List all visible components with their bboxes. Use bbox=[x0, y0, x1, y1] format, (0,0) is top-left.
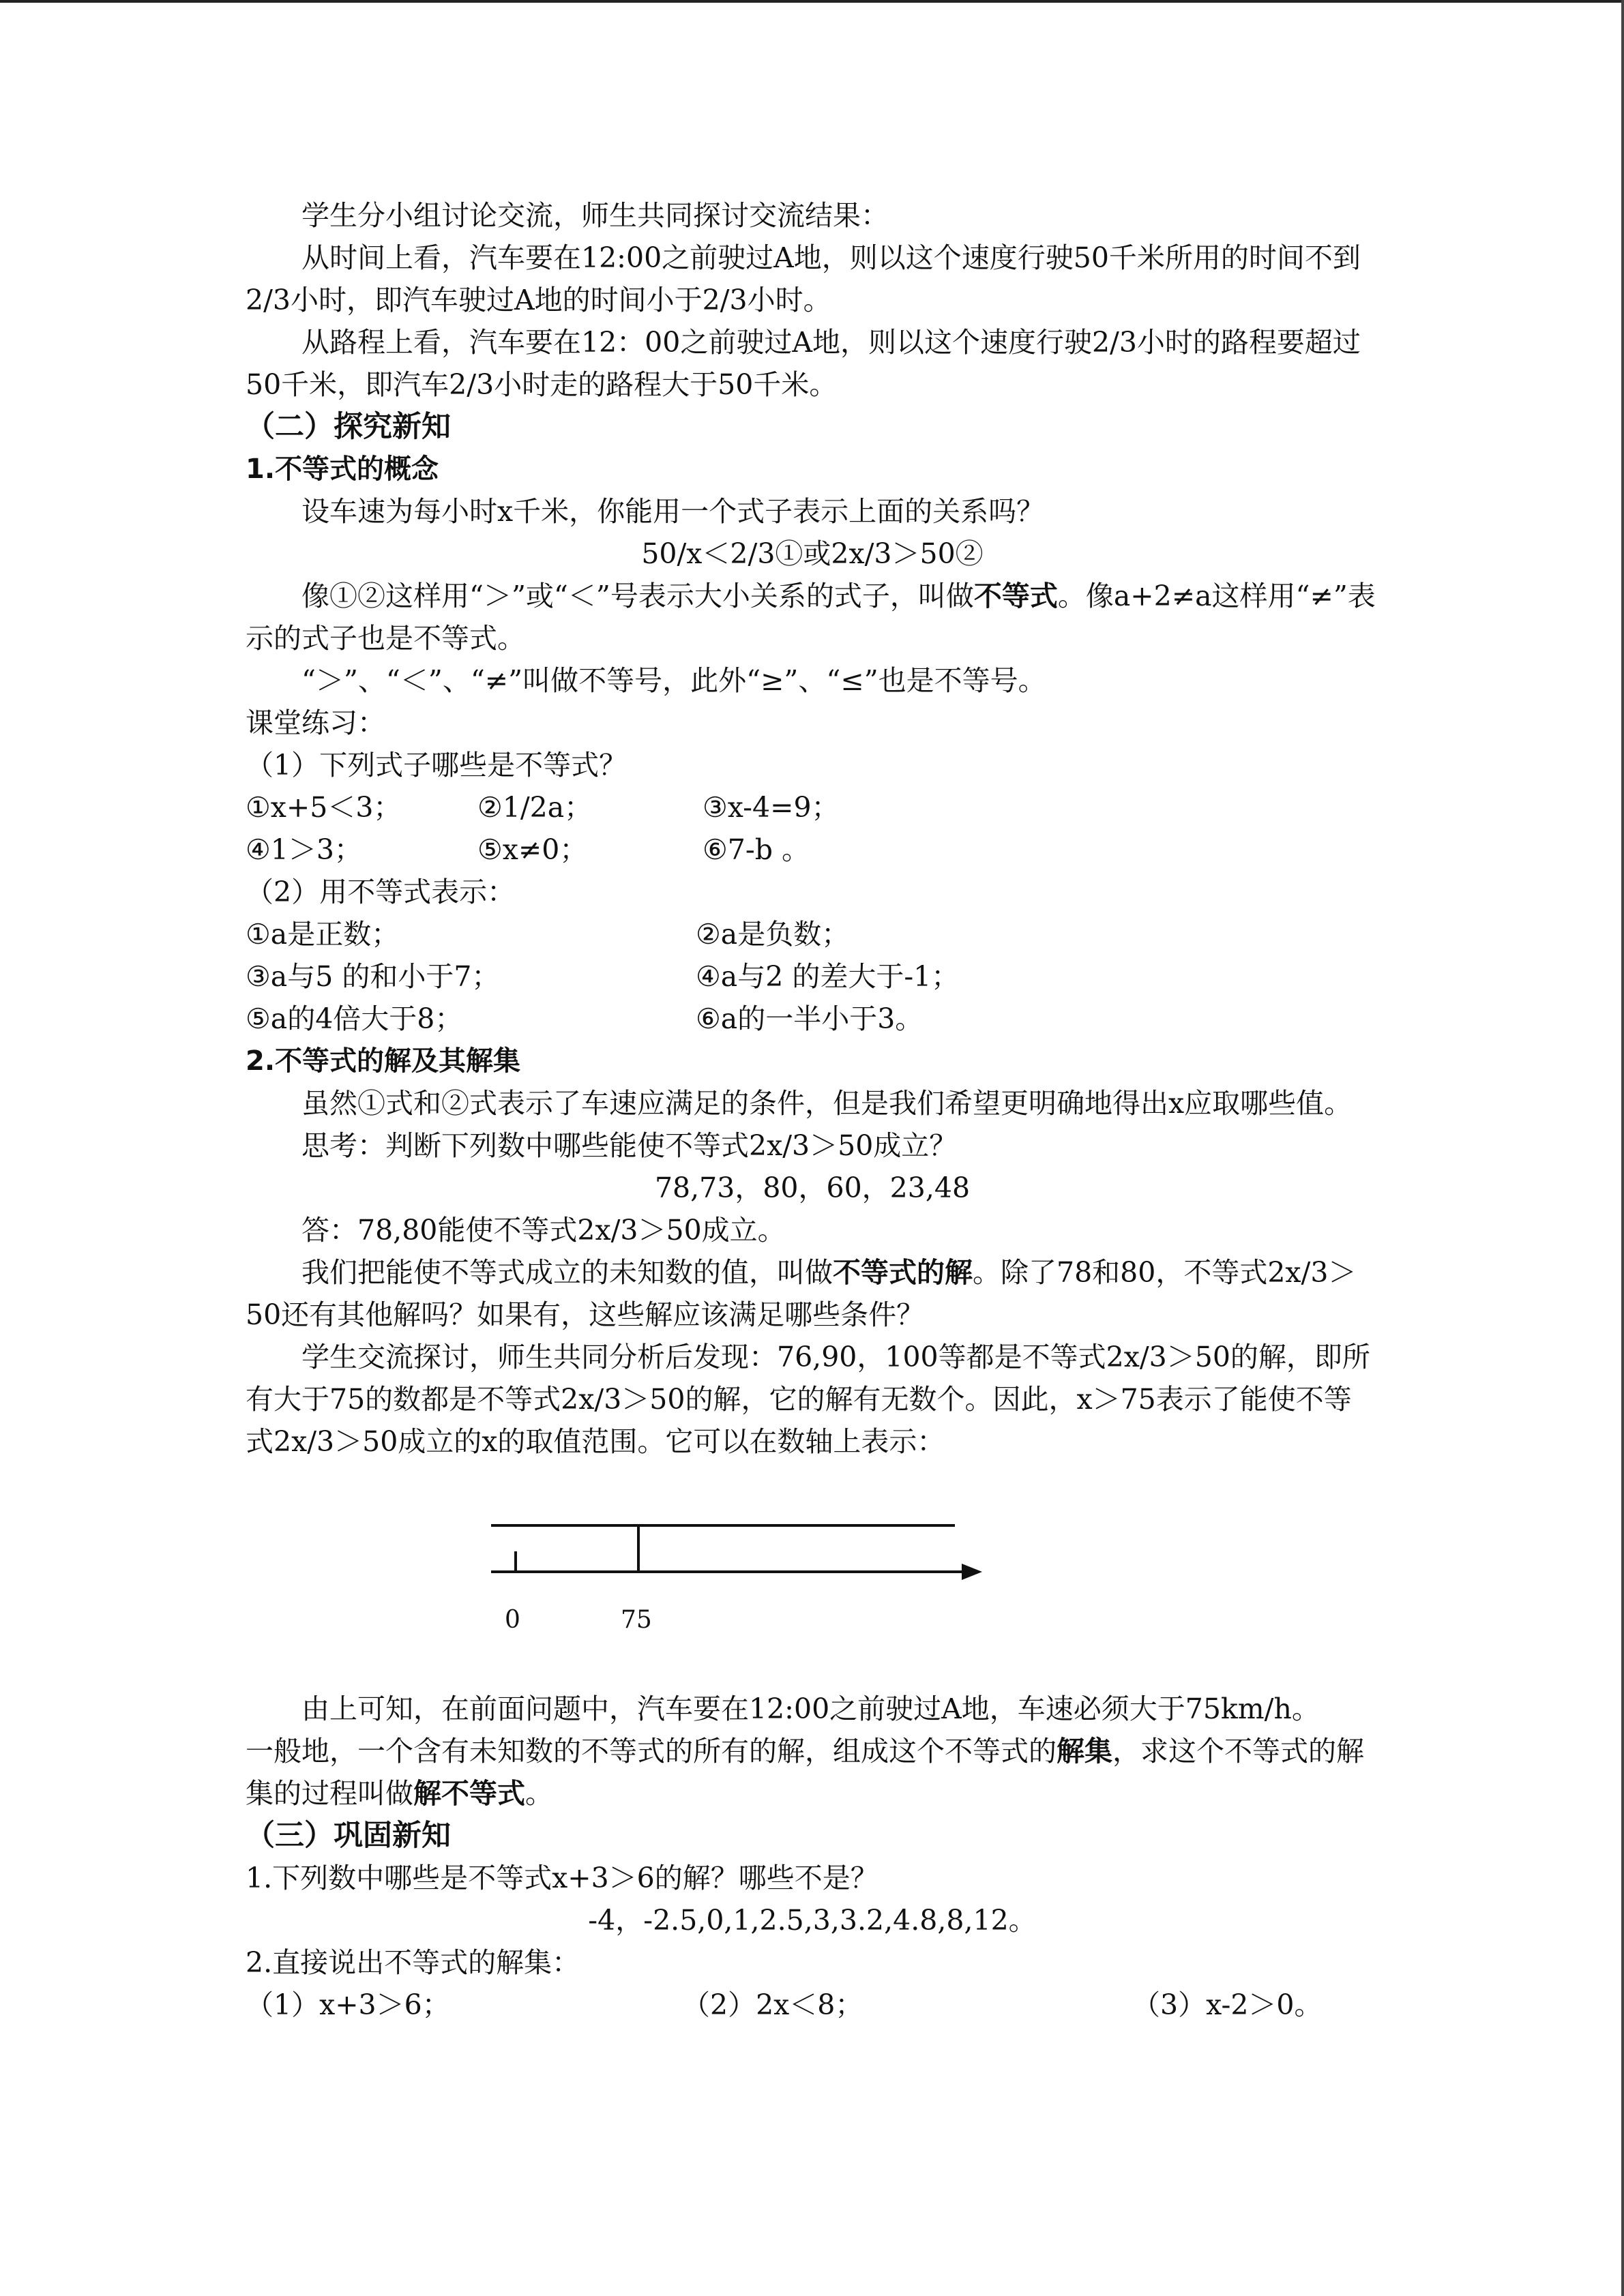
document-body bbox=[246, 194, 1379, 2026]
question-2-row-2 bbox=[246, 955, 1379, 998]
solution-paragraph-2: 思考：判断下列数中哪些能使不等式2x/3＞50成立？ bbox=[301, 1129, 958, 1162]
tick-label-75: 75 bbox=[621, 1606, 652, 1634]
question-1-row-2 bbox=[246, 829, 1379, 871]
q1-item-3: ③x-4=9； bbox=[703, 791, 840, 824]
axis-arrow-icon bbox=[962, 1564, 982, 1580]
q1-item-1: ①x+5＜3； bbox=[246, 791, 402, 824]
solution-paragraph-1: 虽然①式和②式表示了车速应满足的条件，但是我们希望更明确地得出x应取哪些值。 bbox=[301, 1087, 1353, 1120]
question-2-row-3 bbox=[246, 998, 1379, 1040]
candidate-numbers: 78,73，80，60，23,48 bbox=[654, 1172, 971, 1204]
exercise-1: 1.下列数中哪些是不等式x+3＞6的解？哪些不是？ bbox=[246, 1862, 879, 1894]
question-1: （1）下列式子哪些是不等式？ bbox=[246, 749, 628, 781]
solution-text-c: 。除了78和80，不等式2x/3＞50还有其他解吗？如果有，这些解应该满足哪些条件？ bbox=[246, 1256, 1357, 1331]
solution-paragraph-7 bbox=[246, 1730, 1379, 1815]
solution-paragraph-5: 学生交流探讨，师生共同分析后发现：76,90，100等都是不等式2x/3＞50的解，即所有大于75的数都是不等式2x/3＞50的解，它的解有无数个。因此，x＞75表示了能使不等式2x/3＞50成立的x的取值范围。它可以在数轴上表示： bbox=[246, 1341, 1370, 1458]
q1-item-5: ⑤x≠0； bbox=[477, 833, 588, 866]
subsection-2-title: 2.不等式的解及其解集 bbox=[246, 1045, 521, 1077]
e2-item-2: （2）2x＜8； bbox=[682, 1988, 863, 2021]
term-solution-set: 解集 bbox=[1057, 1735, 1112, 1768]
solution-set-text-c: ，求这个不等式的解集的过程叫做 bbox=[246, 1735, 1364, 1810]
exercise-2: 2.直接说出不等式的解集： bbox=[246, 1946, 580, 1979]
solution-set-text-e: 。 bbox=[525, 1777, 553, 1810]
q1-item-2: ②1/2a； bbox=[477, 791, 593, 824]
page-right-border bbox=[1621, 0, 1624, 2296]
q2-item-1: ①a是正数； bbox=[246, 918, 400, 951]
solution-paragraph-6: 由上可知，在前面问题中，汽车要在12:00之前驶过A地，车速必须大于75km/h。 bbox=[301, 1693, 1320, 1725]
question-2: （2）用不等式表示： bbox=[246, 876, 516, 908]
practice-label: 课堂练习： bbox=[246, 706, 385, 739]
q1-item-4: ④1＞3； bbox=[246, 833, 362, 866]
exercise-1-numbers: -4，-2.5,0,1,2.5,3,3.2,4.8,8,12。 bbox=[588, 1904, 1037, 1937]
q2-item-3: ③a与5 的和小于7； bbox=[246, 960, 500, 993]
solution-paragraph-4 bbox=[246, 1251, 1379, 1336]
q2-item-5: ⑤a的4倍大于8； bbox=[246, 1002, 463, 1035]
subsection-1-title: 1.不等式的概念 bbox=[246, 453, 439, 485]
term-solution: 不等式的解 bbox=[833, 1256, 973, 1289]
intro-paragraph-3: 从路程上看，汽车要在12：00之前驶过A地，则以这个速度行驶2/3小时的路程要超过50千米，即汽车2/3小时走的路程大于50千米。 bbox=[246, 326, 1361, 401]
page-top-border bbox=[0, 0, 1623, 3]
concept-text-c: 。像a+2≠a这样用“≠”表示的式子也是不等式。 bbox=[246, 580, 1376, 655]
solution-answer: 答：78,80能使不等式2x/3＞50成立。 bbox=[301, 1214, 786, 1247]
q2-item-4: ④a与2 的差大于-1； bbox=[696, 960, 960, 993]
q2-item-6: ⑥a的一半小于3。 bbox=[696, 1002, 924, 1035]
tick-label-zero: 0 bbox=[505, 1606, 520, 1634]
solution-text-a: 我们把能使不等式成立的未知数的值，叫做 bbox=[301, 1256, 833, 1289]
question-1-row-1 bbox=[246, 786, 1379, 829]
solution-set-text-a: 一般地，一个含有未知数的不等式的所有的解，组成这个不等式的 bbox=[246, 1735, 1057, 1768]
e2-item-1: （1）x+3＞6； bbox=[246, 1988, 450, 2021]
section-3-title: （三）巩固新知 bbox=[246, 1819, 451, 1853]
exercise-2-row bbox=[246, 1984, 1379, 2026]
concept-text-a: 像①②这样用“＞”或“＜”号表示大小关系的式子，叫做 bbox=[301, 580, 974, 612]
concept-paragraph-2 bbox=[246, 575, 1379, 659]
inequality-formula: 50/x＜2/3①或2x/3＞50② bbox=[641, 537, 984, 570]
term-solve-inequality: 解不等式 bbox=[413, 1777, 525, 1810]
term-inequality: 不等式 bbox=[973, 580, 1058, 612]
concept-paragraph-3: “＞”、“＜”、“≠”叫做不等号，此外“≥”、“≤”也是不等号。 bbox=[301, 664, 1046, 697]
e2-item-3: （3）x-2＞0。 bbox=[1132, 1988, 1323, 2021]
q1-item-6: ⑥7-b 。 bbox=[703, 833, 810, 866]
number-line-svg bbox=[246, 1463, 1379, 1688]
question-2-row-1 bbox=[246, 913, 1379, 955]
concept-paragraph-1: 设车速为每小时x千米，你能用一个式子表示上面的关系吗？ bbox=[301, 495, 1045, 528]
section-2-title: （二）探究新知 bbox=[246, 410, 451, 444]
intro-paragraph-1: 学生分小组讨论交流，师生共同探讨交流结果： bbox=[301, 199, 889, 232]
number-line-figure bbox=[246, 1463, 1379, 1688]
intro-paragraph-2: 从时间上看，汽车要在12:00之前驶过A地，则以这个速度行驶50千米所用的时间不到2/3小时，即汽车驶过A地的时间小于2/3小时。 bbox=[246, 241, 1361, 316]
q2-item-2: ②a是负数； bbox=[696, 918, 850, 951]
